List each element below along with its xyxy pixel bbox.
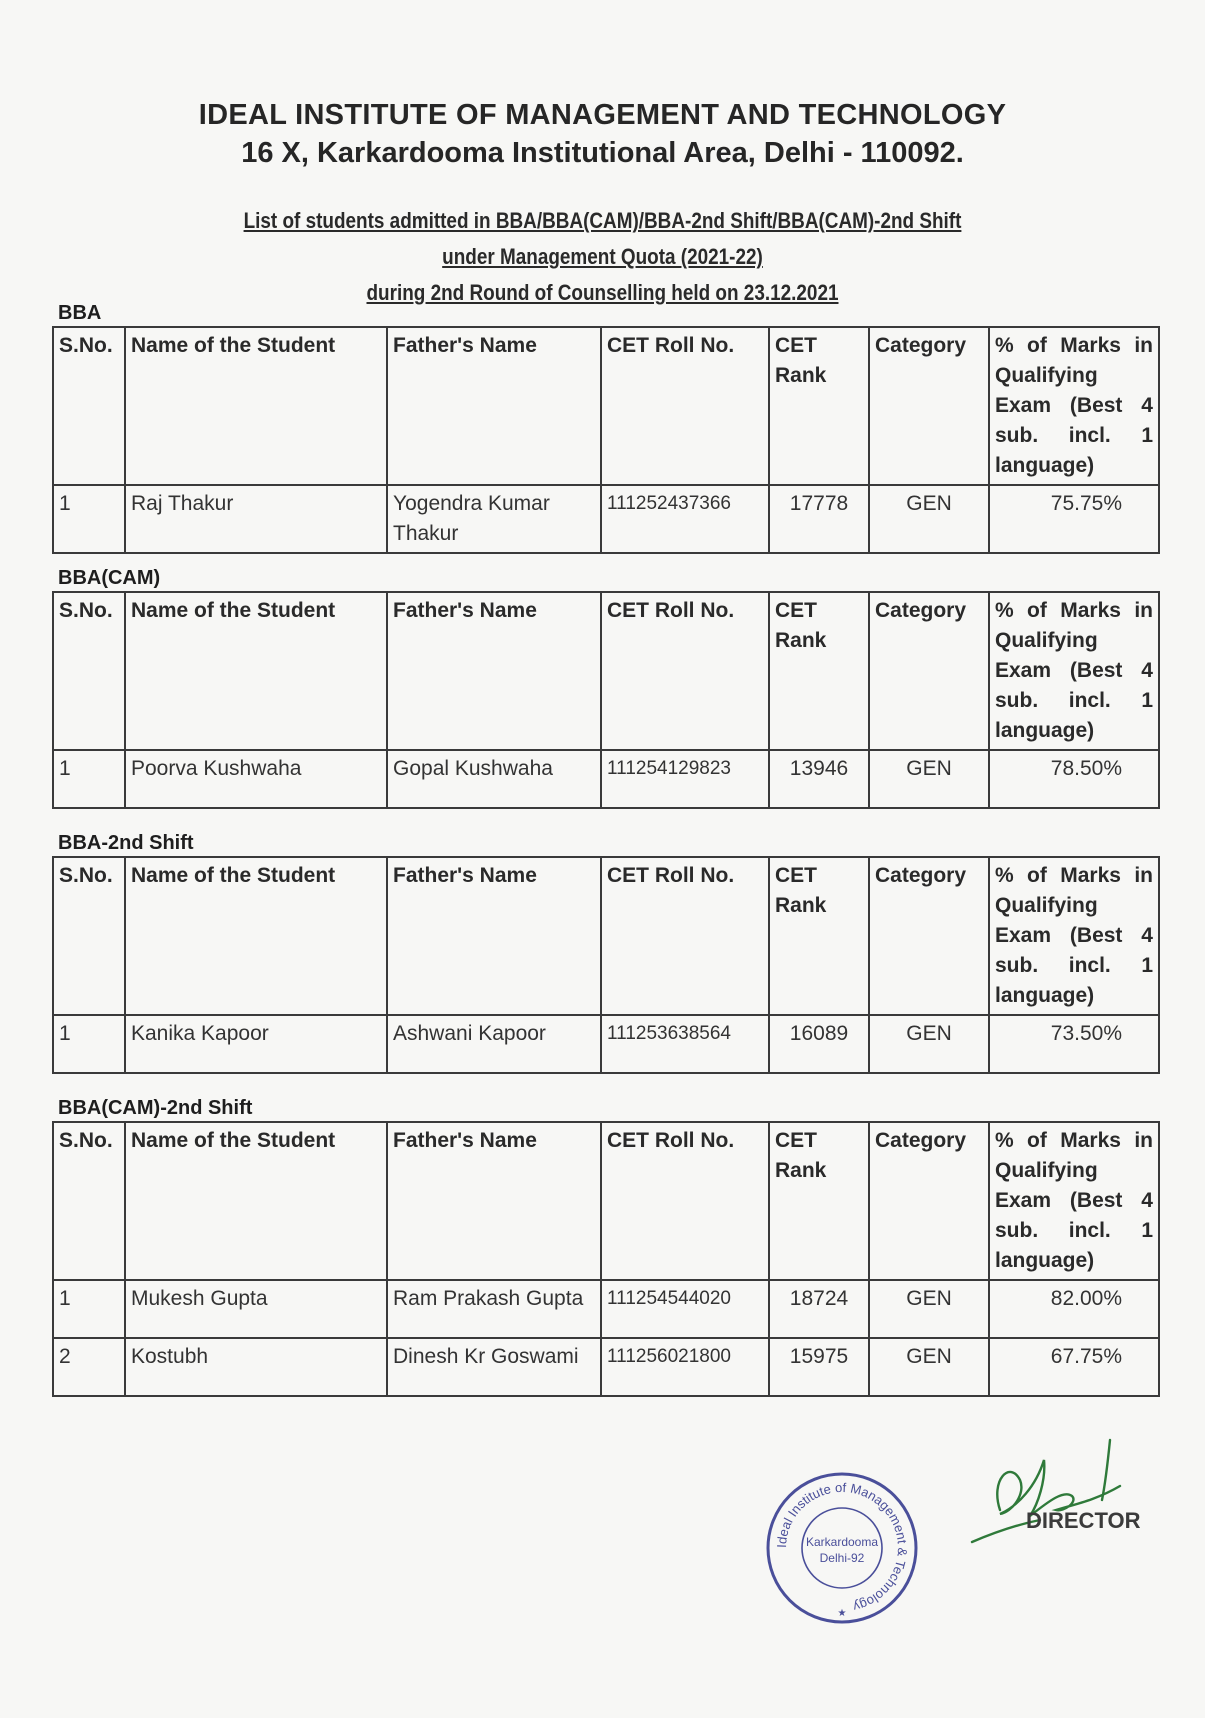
col-header-category: Category xyxy=(869,857,989,1015)
col-header-name: Name of the Student xyxy=(125,857,387,1015)
col-header-father: Father's Name xyxy=(387,857,601,1015)
col-header-rank: CET Rank xyxy=(769,1122,869,1280)
section-bba-cam xyxy=(52,565,1158,809)
col-header-rank: CET Rank xyxy=(769,327,869,485)
cell-father: Dinesh Kr Goswami xyxy=(387,1338,601,1396)
col-header-category: Category xyxy=(869,327,989,485)
cell-name: Poorva Kushwaha xyxy=(125,750,387,808)
cell-father: Ashwani Kapoor xyxy=(387,1015,601,1073)
cell-roll: 111256021800 xyxy=(601,1338,769,1396)
admission-table xyxy=(52,856,1160,1074)
cell-father: Yogendra Kumar Thakur xyxy=(387,485,601,553)
admission-table xyxy=(52,326,1160,554)
section-title: BBA xyxy=(58,302,102,324)
table-header-row xyxy=(53,1122,1159,1280)
admission-table xyxy=(52,591,1160,809)
cell-name: Kanika Kapoor xyxy=(125,1015,387,1073)
col-header-sno: S.No. xyxy=(53,592,125,750)
table-row xyxy=(53,750,1159,808)
admission-table xyxy=(52,1121,1160,1397)
table-row xyxy=(53,1338,1159,1396)
cell-rank: 16089 xyxy=(769,1015,869,1073)
cell-sno: 1 xyxy=(53,1280,125,1338)
cell-father: Gopal Kushwaha xyxy=(387,750,601,808)
cell-roll: 111253638564 xyxy=(601,1015,769,1073)
col-header-marks: % of Marks in Qualifying Exam (Best 4 sub. incl. 1 language) xyxy=(989,592,1159,750)
svg-text:Karkardooma: Karkardooma xyxy=(805,1535,879,1549)
svg-text:Ideal Institute of Management: Ideal Institute of Management & Technology xyxy=(773,1479,911,1615)
table-row xyxy=(53,1280,1159,1338)
cell-marks: 82.00% xyxy=(989,1280,1159,1338)
col-header-marks: % of Marks in Qualifying Exam (Best 4 sub. incl. 1 language) xyxy=(989,327,1159,485)
cell-rank: 15975 xyxy=(769,1338,869,1396)
svg-text:★: ★ xyxy=(837,1608,847,1619)
col-header-roll: CET Roll No. xyxy=(601,327,769,485)
section-bba-cam-2nd-shift xyxy=(52,1095,1158,1397)
cell-sno: 1 xyxy=(53,1015,125,1073)
cell-rank: 18724 xyxy=(769,1280,869,1338)
table-header-row xyxy=(53,857,1159,1015)
section-title: BBA-2nd Shift xyxy=(58,832,194,854)
cell-name: Kostubh xyxy=(125,1338,387,1396)
cell-category: GEN xyxy=(869,1015,989,1073)
table-header-row xyxy=(53,592,1159,750)
table-row xyxy=(53,485,1159,553)
cell-sno: 2 xyxy=(53,1338,125,1396)
cell-marks: 73.50% xyxy=(989,1015,1159,1073)
col-header-rank: CET Rank xyxy=(769,857,869,1015)
col-header-category: Category xyxy=(869,592,989,750)
col-header-name: Name of the Student xyxy=(125,1122,387,1280)
subtitle-line-3: during 2nd Round of Counselling held on 23.12.2021 xyxy=(366,280,839,305)
col-header-sno: S.No. xyxy=(53,857,125,1015)
cell-roll: 111252437366 xyxy=(601,485,769,553)
col-header-roll: CET Roll No. xyxy=(601,592,769,750)
subtitle-line-1: List of students admitted in BBA/BBA(CAM)/BBA-2nd Shift/BBA(CAM)-2nd Shift xyxy=(243,208,962,233)
cell-marks: 67.75% xyxy=(989,1338,1159,1396)
cell-category: GEN xyxy=(869,1280,989,1338)
cell-roll: 111254129823 xyxy=(601,750,769,808)
subtitle-line-2: under Management Quota (2021-22) xyxy=(442,244,763,269)
section-title: BBA(CAM)-2nd Shift xyxy=(58,1097,253,1119)
col-header-name: Name of the Student xyxy=(125,327,387,485)
section-bba-2nd-shift xyxy=(52,830,1158,1074)
table-row xyxy=(53,1015,1159,1073)
cell-category: GEN xyxy=(869,750,989,808)
col-header-father: Father's Name xyxy=(387,327,601,485)
section-bba xyxy=(52,300,1158,554)
document-subtitle xyxy=(0,203,1205,311)
institute-address: 16 X, Karkardooma Institutional Area, Delhi - 110092. xyxy=(241,137,964,169)
cell-father: Ram Prakash Gupta xyxy=(387,1280,601,1338)
institute-stamp xyxy=(764,1470,920,1626)
col-header-name: Name of the Student xyxy=(125,592,387,750)
cell-sno: 1 xyxy=(53,750,125,808)
col-header-category: Category xyxy=(869,1122,989,1280)
cell-category: GEN xyxy=(869,1338,989,1396)
cell-sno: 1 xyxy=(53,485,125,553)
table-header-row xyxy=(53,327,1159,485)
cell-rank: 17778 xyxy=(769,485,869,553)
section-title: BBA(CAM) xyxy=(58,567,161,589)
cell-roll: 111254544020 xyxy=(601,1280,769,1338)
cell-name: Mukesh Gupta xyxy=(125,1280,387,1338)
col-header-sno: S.No. xyxy=(53,327,125,485)
col-header-marks: % of Marks in Qualifying Exam (Best 4 sub. incl. 1 language) xyxy=(989,1122,1159,1280)
document-header xyxy=(0,96,1205,172)
col-header-father: Father's Name xyxy=(387,1122,601,1280)
svg-text:Delhi-92: Delhi-92 xyxy=(819,1551,865,1565)
cell-category: GEN xyxy=(869,485,989,553)
cell-rank: 13946 xyxy=(769,750,869,808)
col-header-sno: S.No. xyxy=(53,1122,125,1280)
col-header-roll: CET Roll No. xyxy=(601,857,769,1015)
col-header-roll: CET Roll No. xyxy=(601,1122,769,1280)
col-header-rank: CET Rank xyxy=(769,592,869,750)
institute-name: IDEAL INSTITUTE OF MANAGEMENT AND TECHNOLOGY xyxy=(198,99,1007,131)
col-header-father: Father's Name xyxy=(387,592,601,750)
director-title: DIRECTOR xyxy=(1026,1508,1141,1533)
cell-marks: 75.75% xyxy=(989,485,1159,553)
cell-marks: 78.50% xyxy=(989,750,1159,808)
cell-name: Raj Thakur xyxy=(125,485,387,553)
col-header-marks: % of Marks in Qualifying Exam (Best 4 sub. incl. 1 language) xyxy=(989,857,1159,1015)
